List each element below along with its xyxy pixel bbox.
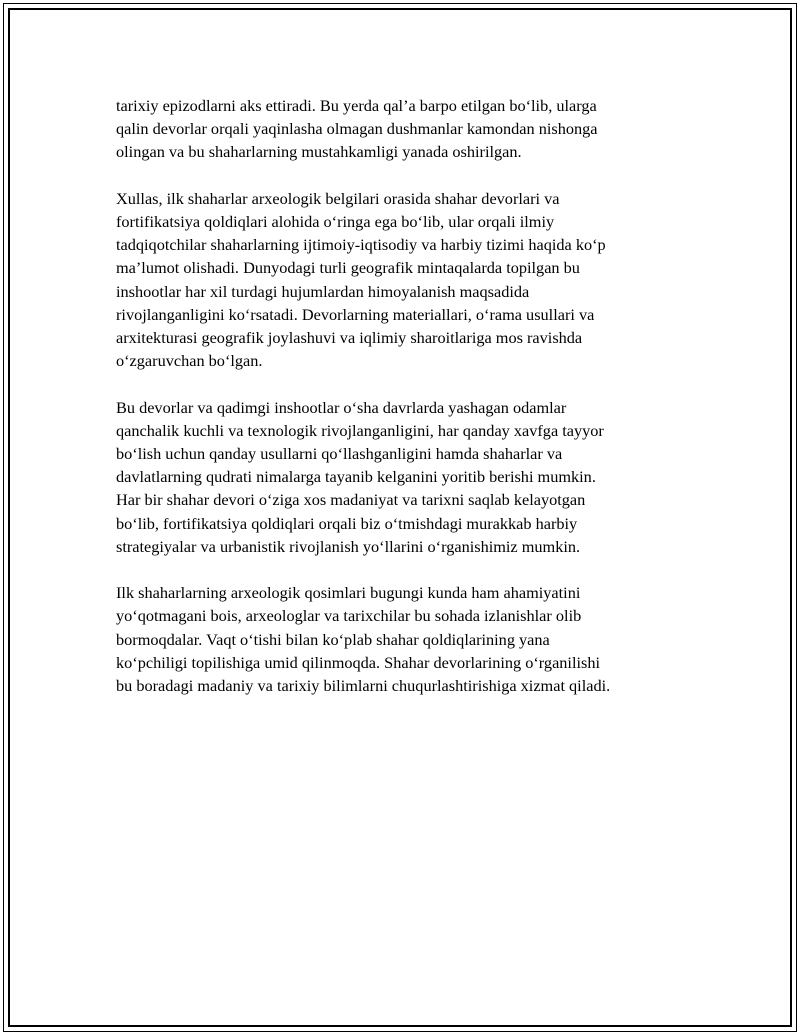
paragraph-2 bbox=[116, 187, 691, 373]
text-line: bo‘lish uchun qanday usullarni qo‘llashganligini hamda shaharlar va bbox=[116, 444, 563, 464]
text-line: arxitekturasi geografik joylashuvi va iqlimiy sharoitlariga mos ravishda bbox=[116, 328, 583, 348]
text-line: ma’lumot olishadi. Dunyodagi turli geografik mintaqalarda topilgan bu bbox=[116, 258, 580, 278]
paragraph-4 bbox=[116, 581, 691, 697]
text-line: Har bir shahar devori o‘ziga xos madaniyat va tarixni saqlab kelayotgan bbox=[116, 490, 586, 510]
text-line: yo‘qotmagani bois, arxeologlar va tarixchilar bu sohada izlanishlar olib bbox=[116, 606, 582, 626]
text-line: olingan va bu shaharlarning mustahkamligi yanada oshirilgan. bbox=[116, 142, 522, 162]
text-line: Bu devorlar va qadimgi inshootlar o‘sha davrlarda yashagan odamlar bbox=[116, 397, 567, 417]
text-line: davlatlarning qudrati nimalarga tayanib kelganini yoritib berishi mumkin. bbox=[116, 467, 596, 487]
text-line: tarixiy epizodlarni aks ettiradi. Bu yerda qal’a barpo etilgan bo‘lib, ularga bbox=[116, 96, 597, 115]
paragraph-1 bbox=[116, 94, 691, 164]
text-line: bu boradagi madaniy va tarixiy bilimlarni chuqurlashtirishiga xizmat qiladi. bbox=[116, 676, 611, 696]
text-line: fortifikatsiya qoldiqlari alohida o‘ringa ega bo‘lib, ular orqali ilmiy bbox=[116, 212, 555, 231]
text-line: ko‘pchiligi topilishiga umid qilinmoqda. Shahar devorlarining o‘rganilishi bbox=[116, 652, 601, 672]
document-body bbox=[116, 94, 691, 720]
text-line: qanchalik kuchli va texnologik rivojlanganligini, har qanday xavfga tayyor bbox=[116, 420, 604, 440]
text-line: tadqiqotchilar shaharlarning ijtimoiy-iqtisodiy va harbiy tizimi haqida ko‘p bbox=[116, 235, 606, 255]
text-line: Ilk shaharlarning arxeologik qosimlari bugungi kunda ham ahamiyatini bbox=[116, 583, 581, 603]
text-line: rivojlanganligini ko‘rsatadi. Devorlarning materiallari, o‘rama usullari va bbox=[116, 304, 595, 324]
text-line: inshootlar har xil turdagi hujumlardan himoyalanish maqsadida bbox=[116, 281, 530, 301]
paragraph-3 bbox=[116, 396, 691, 558]
document-page bbox=[3, 3, 797, 1032]
text-line: qalin devorlar orqali yaqinlasha olmagan dushmanlar kamondan nishonga bbox=[116, 119, 598, 139]
text-line: bo‘lib, fortifikatsiya qoldiqlari orqali biz o‘tmishdagi murakkab harbiy bbox=[116, 513, 578, 533]
text-line: o‘zgaruvchan bo‘lgan. bbox=[116, 351, 263, 371]
text-line: strategiyalar va urbanistik rivojlanish yo‘llarini o‘rganishimiz mumkin. bbox=[116, 536, 581, 556]
text-line: bormoqdalar. Vaqt o‘tishi bilan ko‘plab shahar qoldiqlarining yana bbox=[116, 629, 550, 649]
text-line: Xullas, ilk shaharlar arxeologik belgilari orasida shahar devorlari va bbox=[116, 188, 560, 208]
